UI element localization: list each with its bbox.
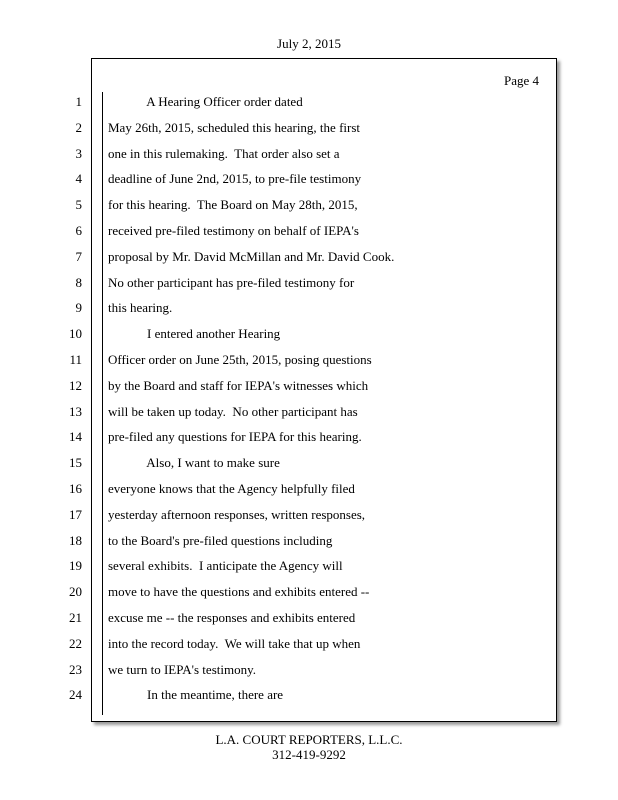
line-number: 2	[75, 119, 82, 135]
line-number: 10	[69, 326, 82, 342]
line-number: 12	[69, 377, 82, 393]
line-text: we turn to IEPA's testimony.	[108, 661, 256, 677]
line-text: deadline of June 2nd, 2015, to pre-file testimony	[108, 171, 362, 187]
line-number: 20	[69, 584, 82, 600]
line-number: 8	[75, 274, 82, 290]
line-text: I entered another Hearing	[108, 326, 281, 342]
line-text: excuse me -- the responses and exhibits entered	[108, 610, 356, 625]
line-number: 18	[69, 532, 82, 548]
line-number: 1	[75, 94, 82, 109]
line-number: 24	[69, 687, 82, 703]
line-number: 23	[69, 661, 82, 677]
line-number: 11	[69, 352, 82, 367]
line-number: 17	[69, 506, 82, 522]
line-text: will be taken up today. No other participant has	[108, 403, 358, 419]
line-number: 16	[69, 481, 82, 496]
line-text: move to have the questions and exhibits entered --	[108, 584, 370, 600]
line-text: In the meantime, there are	[108, 687, 284, 703]
footer-company: L.A. COURT REPORTERS, L.L.C.	[215, 732, 403, 747]
line-text: proposal by Mr. David McMillan and Mr. David Cook.	[108, 248, 395, 264]
line-number: 13	[69, 403, 82, 419]
transcript-date: July 2, 2015	[277, 36, 341, 51]
line-text: received pre-filed testimony on behalf of IEPA's	[108, 223, 359, 238]
line-text: one in this rulemaking. That order also set a	[108, 145, 340, 161]
line-number: 7	[75, 248, 82, 264]
line-number: 9	[75, 300, 82, 316]
line-text: for this hearing. The Board on May 28th, 2015,	[108, 197, 358, 213]
line-text: May 26th, 2015, scheduled this hearing, the first	[108, 119, 361, 135]
line-number: 4	[75, 171, 82, 187]
line-text: pre-filed any questions for IEPA for this hearing.	[108, 429, 362, 445]
line-text: A Hearing Officer order dated	[108, 94, 303, 109]
line-number: 19	[69, 558, 82, 574]
line-text: this hearing.	[108, 300, 173, 316]
line-number-divider	[102, 92, 103, 715]
page-number: Page 4	[503, 73, 539, 88]
line-text: Also, I want to make sure	[108, 455, 280, 471]
footer-phone: 312-419-9292	[272, 747, 346, 762]
line-text: several exhibits. I anticipate the Agency will	[108, 558, 343, 574]
line-number: 5	[75, 197, 82, 213]
line-text: to the Board's pre-filed questions including	[108, 532, 333, 548]
line-text: No other participant has pre-filed testimony for	[108, 274, 355, 290]
line-text: Officer order on June 25th, 2015, posing questions	[108, 352, 372, 367]
line-text: everyone knows that the Agency helpfully filed	[108, 481, 355, 496]
footer	[0, 732, 618, 762]
line-number: 6	[75, 223, 82, 238]
line-text: into the record today. We will take that up when	[108, 635, 361, 651]
line-text: yesterday afternoon responses, written responses,	[108, 506, 366, 522]
line-number: 3	[75, 145, 82, 161]
line-number: 21	[69, 610, 82, 625]
line-number: 22	[69, 635, 82, 651]
line-number: 15	[69, 455, 82, 471]
line-text: by the Board and staff for IEPA's witnesses which	[108, 377, 369, 393]
line-number: 14	[69, 429, 82, 445]
